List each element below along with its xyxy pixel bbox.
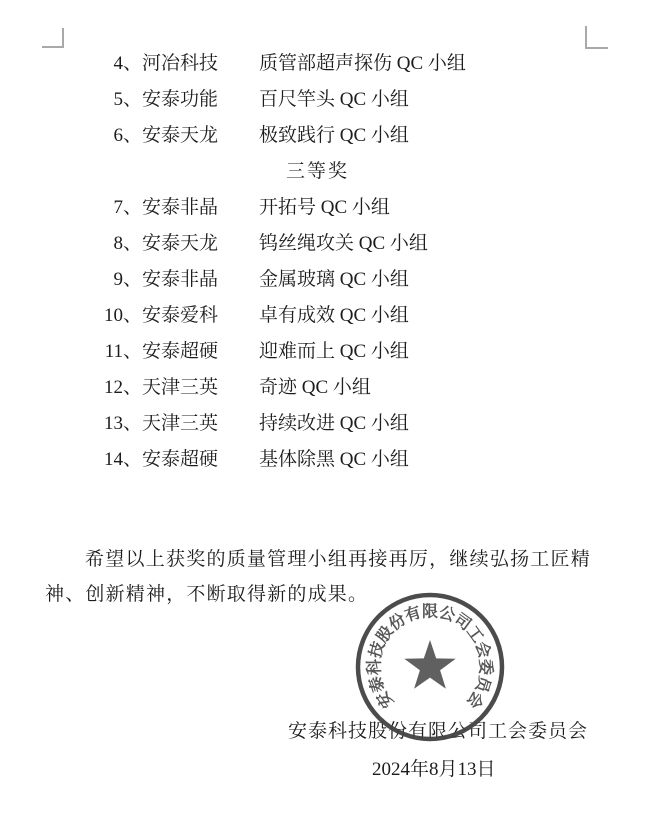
- award-team: 持续改进 QC 小组: [259, 413, 409, 434]
- award-number: 12、: [103, 377, 142, 398]
- award-team: 极致践行 QC 小组: [259, 125, 409, 146]
- award-company: 安泰天龙: [142, 233, 219, 254]
- prize-heading: 三等奖: [285, 161, 349, 182]
- award-company: 安泰非晶: [142, 269, 219, 290]
- award-row: [45, 406, 590, 442]
- svg-text:会: 会: [462, 687, 487, 711]
- svg-text:司: 司: [450, 610, 474, 635]
- crop-mark-top-left: [42, 28, 64, 48]
- award-company: 安泰非晶: [142, 197, 219, 218]
- award-list: [45, 46, 590, 478]
- award-team: 基体除黑 QC 小组: [259, 449, 409, 470]
- svg-text:有: 有: [402, 604, 424, 626]
- seal-star-icon: [404, 640, 455, 689]
- award-number: 5、: [113, 89, 142, 110]
- award-number: 7、: [113, 197, 142, 218]
- award-team: 奇迹 QC 小组: [259, 377, 371, 398]
- award-row: [45, 442, 590, 478]
- award-row: [45, 298, 590, 334]
- svg-text:泰: 泰: [367, 673, 389, 695]
- award-number: 4、: [113, 53, 142, 74]
- award-company: 安泰超硬: [142, 449, 219, 470]
- svg-text:员: 员: [471, 673, 493, 695]
- award-row: [45, 190, 590, 226]
- award-company: 安泰爱科: [142, 305, 219, 326]
- award-row: [45, 226, 590, 262]
- award-number: 11、: [104, 341, 142, 362]
- svg-text:限: 限: [421, 603, 439, 621]
- award-team: 金属玻璃 QC 小组: [259, 269, 409, 290]
- svg-text:工: 工: [462, 623, 487, 647]
- award-company: 安泰功能: [142, 89, 219, 110]
- award-company: 河冶科技: [142, 53, 219, 74]
- svg-text:技: 技: [367, 639, 389, 661]
- award-team: 开拓号 QC 小组: [259, 197, 390, 218]
- award-row: [45, 370, 590, 406]
- award-number: 8、: [113, 233, 142, 254]
- award-row: [45, 82, 590, 118]
- award-team: 卓有成效 QC 小组: [259, 305, 409, 326]
- signature-line: 安泰科技股份有限公司工会委员会: [288, 721, 589, 742]
- svg-text:委: 委: [476, 658, 494, 676]
- award-company: 天津三英: [142, 413, 219, 434]
- award-number: 14、: [103, 449, 142, 470]
- seal-arc-text: [365, 602, 496, 712]
- svg-text:股: 股: [373, 623, 398, 647]
- award-number: 10、: [103, 305, 142, 326]
- award-number: 13、: [103, 413, 142, 434]
- award-number: 9、: [113, 269, 142, 290]
- date-line: 2024年8月13日: [372, 759, 496, 780]
- award-team: 钨丝绳攻关 QC 小组: [259, 233, 428, 254]
- award-company: 安泰天龙: [142, 125, 219, 146]
- svg-text:公: 公: [436, 604, 458, 626]
- award-team: 百尺竿头 QC 小组: [259, 89, 409, 110]
- svg-text:科: 科: [366, 658, 384, 676]
- award-team: 质管部超声探伤 QC 小组: [259, 53, 466, 74]
- award-row: [45, 118, 590, 154]
- award-row: [45, 334, 590, 370]
- award-number: 6、: [113, 125, 142, 146]
- award-row: [45, 46, 590, 82]
- svg-text:份: 份: [386, 610, 410, 635]
- award-row: [45, 262, 590, 298]
- award-company: 天津三英: [142, 377, 219, 398]
- svg-text:安: 安: [373, 687, 398, 711]
- award-team: 迎难而上 QC 小组: [259, 341, 409, 362]
- closing-paragraph: 希望以上获奖的质量管理小组再接再厉，继续弘扬工匠精神、创新精神，不断取得新的成果。: [45, 549, 591, 605]
- award-company: 安泰超硬: [142, 341, 219, 362]
- svg-text:会: 会: [471, 639, 493, 661]
